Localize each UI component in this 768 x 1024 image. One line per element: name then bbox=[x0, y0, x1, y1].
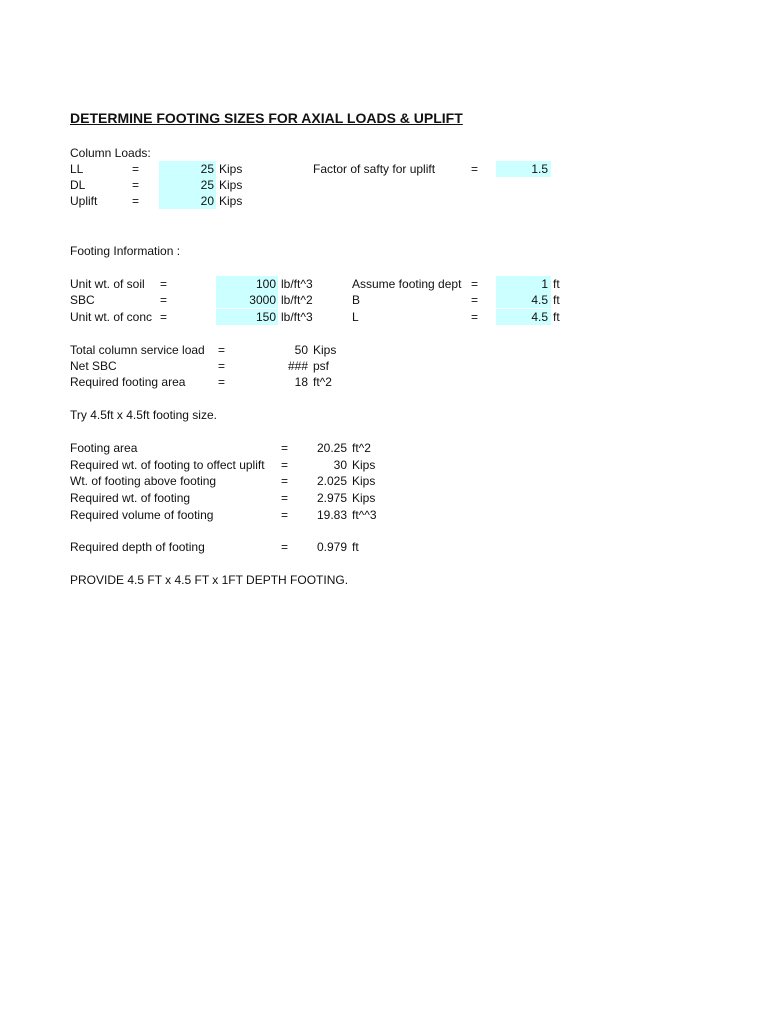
conc-equals: = bbox=[160, 310, 168, 324]
sbc-label: SBC bbox=[70, 293, 95, 307]
b-equals: = bbox=[471, 293, 479, 307]
req-depth-unit: ft bbox=[352, 540, 359, 554]
ll-value-cell[interactable]: 25 bbox=[200, 162, 214, 176]
l-value-cell[interactable]: 4.5 bbox=[531, 310, 548, 324]
net-sbc-value[interactable]: ### bbox=[287, 359, 308, 373]
req-vol-unit: ft^^3 bbox=[352, 508, 377, 522]
soil-unit: lb/ft^3 bbox=[281, 277, 313, 291]
req-wt-equals: = bbox=[281, 491, 289, 505]
b-unit: ft bbox=[553, 293, 560, 307]
dl-equals: = bbox=[132, 178, 140, 192]
l-label: L bbox=[352, 310, 359, 324]
req-vol-value[interactable]: 19.83 bbox=[316, 508, 347, 522]
assume-depth-value-cell[interactable]: 1 bbox=[541, 277, 548, 291]
wt-above-equals: = bbox=[281, 474, 289, 488]
req-area-unit: ft^2 bbox=[313, 375, 332, 389]
ll-label: LL bbox=[70, 162, 84, 176]
footing-area-label: Footing area bbox=[70, 441, 138, 455]
dl-label: DL bbox=[70, 178, 86, 192]
b-value-cell[interactable]: 4.5 bbox=[531, 293, 548, 307]
fos-equals: = bbox=[471, 162, 479, 176]
l-equals: = bbox=[471, 310, 479, 324]
column-loads-heading: Column Loads: bbox=[70, 146, 151, 160]
req-wt-label: Required wt. of footing bbox=[70, 491, 191, 505]
b-label: B bbox=[352, 293, 361, 307]
conc-label: Unit wt. of conc bbox=[70, 310, 153, 324]
conc-value-cell[interactable]: 150 bbox=[255, 310, 276, 324]
wt-uplift-value[interactable]: 30 bbox=[333, 458, 347, 472]
req-wt-value[interactable]: 2.975 bbox=[316, 491, 347, 505]
assume-depth-equals: = bbox=[471, 277, 479, 291]
service-load-label: Total column service load bbox=[70, 343, 205, 357]
footing-area-equals: = bbox=[281, 441, 289, 455]
wt-above-unit: Kips bbox=[352, 474, 376, 488]
uplift-value-cell[interactable]: 20 bbox=[200, 194, 214, 208]
net-sbc-equals: = bbox=[218, 359, 226, 373]
try-footing-note: Try 4.5ft x 4.5ft footing size. bbox=[70, 408, 217, 422]
soil-equals: = bbox=[160, 277, 168, 291]
wt-above-label: Wt. of footing above footing bbox=[70, 474, 217, 488]
l-unit: ft bbox=[553, 310, 560, 324]
service-load-equals: = bbox=[218, 343, 226, 357]
fos-value-cell[interactable]: 1.5 bbox=[531, 162, 548, 176]
wt-above-value[interactable]: 2.025 bbox=[316, 474, 347, 488]
service-load-unit: Kips bbox=[313, 343, 337, 357]
soil-label: Unit wt. of soil bbox=[70, 277, 145, 291]
dl-unit: Kips bbox=[219, 178, 243, 192]
uplift-equals: = bbox=[132, 194, 140, 208]
assume-depth-label: Assume footing dept bbox=[352, 277, 462, 291]
req-area-label: Required footing area bbox=[70, 375, 186, 389]
assume-depth-unit: ft bbox=[553, 277, 560, 291]
req-vol-label: Required volume of footing bbox=[70, 508, 214, 522]
conc-unit: lb/ft^3 bbox=[281, 310, 313, 324]
wt-uplift-equals: = bbox=[281, 458, 289, 472]
ll-equals: = bbox=[132, 162, 140, 176]
uplift-unit: Kips bbox=[219, 194, 243, 208]
wt-uplift-label: Required wt. of footing to offect uplift bbox=[70, 458, 265, 472]
sbc-equals: = bbox=[160, 293, 168, 307]
net-sbc-unit: psf bbox=[313, 359, 330, 373]
soil-value-cell[interactable]: 100 bbox=[255, 277, 276, 291]
wt-uplift-unit: Kips bbox=[352, 458, 376, 472]
req-depth-equals: = bbox=[281, 540, 289, 554]
footing-info-heading: Footing Information : bbox=[70, 244, 181, 258]
req-area-value[interactable]: 18 bbox=[294, 375, 308, 389]
ll-unit: Kips bbox=[219, 162, 243, 176]
footing-area-value[interactable]: 20.25 bbox=[316, 441, 347, 455]
req-area-equals: = bbox=[218, 375, 226, 389]
sbc-unit: lb/ft^2 bbox=[281, 293, 313, 307]
req-wt-unit: Kips bbox=[352, 491, 376, 505]
fos-label: Factor of safty for uplift bbox=[313, 162, 436, 176]
net-sbc-label: Net SBC bbox=[70, 359, 117, 373]
req-depth-value[interactable]: 0.979 bbox=[316, 540, 347, 554]
page-title: DETERMINE FOOTING SIZES FOR AXIAL LOADS & UPLIFT bbox=[70, 110, 463, 126]
dl-value-cell[interactable]: 25 bbox=[200, 178, 214, 192]
uplift-label: Uplift bbox=[70, 194, 98, 208]
provide-footing-note: PROVIDE 4.5 FT x 4.5 FT x 1FT DEPTH FOOTING. bbox=[70, 573, 349, 587]
req-depth-label: Required depth of footing bbox=[70, 540, 205, 554]
service-load-value[interactable]: 50 bbox=[294, 343, 308, 357]
sbc-value-cell[interactable]: 3000 bbox=[249, 293, 276, 307]
req-vol-equals: = bbox=[281, 508, 289, 522]
footing-area-unit: ft^2 bbox=[352, 441, 371, 455]
